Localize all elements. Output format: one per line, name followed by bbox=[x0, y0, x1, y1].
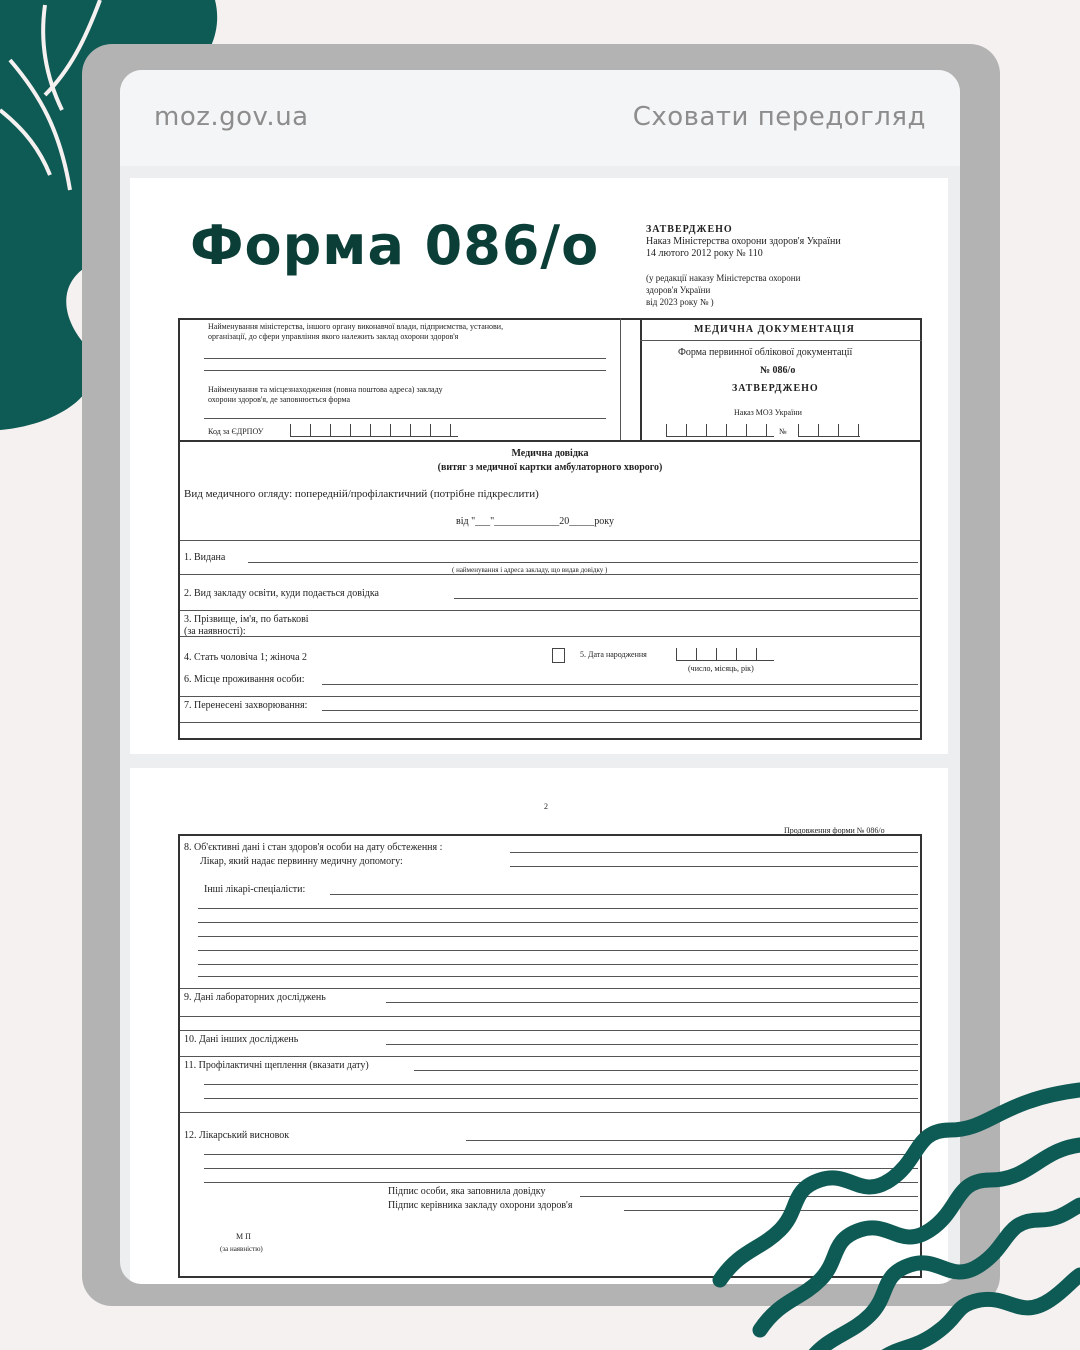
facility-line bbox=[204, 418, 606, 419]
approved-label: ЗАТВЕРДЖЕНО bbox=[732, 383, 819, 394]
field-3-label: 3. Прізвище, ім'я, по батькові bbox=[184, 614, 309, 625]
field-2-line[interactable] bbox=[454, 598, 918, 599]
signature-2-label: Підпис керівника закладу охорони здоров'я bbox=[388, 1200, 573, 1211]
form-title: Форма 086/о bbox=[190, 214, 600, 277]
field-3-label-2: (за наявності): bbox=[184, 626, 246, 637]
med-doc-label: МЕДИЧНА ДОКУМЕНТАЦІЯ bbox=[694, 324, 855, 335]
ministry-line-2 bbox=[204, 370, 606, 371]
p2-line-6[interactable] bbox=[198, 976, 918, 977]
order-number-cells[interactable] bbox=[798, 424, 860, 437]
p2-line-1[interactable] bbox=[198, 908, 918, 909]
facility-label-1: Найменування та місцезнаходження (повна поштова адреса) закладу bbox=[208, 385, 443, 394]
stamp-note: (за наявністю) bbox=[220, 1245, 263, 1253]
field-5-label: 5. Дата народження bbox=[580, 650, 647, 659]
field-9-line-2[interactable] bbox=[180, 1016, 920, 1017]
p2-row-line-2 bbox=[180, 1030, 920, 1031]
approval-line-5: від 2023 року № ) bbox=[646, 297, 714, 307]
facility-label-2: охорони здоров'я, де заповнюється форма bbox=[208, 395, 351, 404]
field-9-label: 9. Дані лабораторних досліджень bbox=[184, 992, 326, 1003]
field-2-label: 2. Вид закладу освіти, куди подається довідка bbox=[184, 588, 379, 599]
ministry-line-1 bbox=[204, 358, 606, 359]
approval-heading: ЗАТВЕРДЖЕНО bbox=[646, 224, 733, 235]
approval-line-3: (у редакції наказу Міністерства охорони bbox=[646, 273, 801, 283]
row-line-3 bbox=[180, 610, 920, 611]
field-1-line[interactable] bbox=[248, 562, 918, 563]
wave-decoration bbox=[700, 1060, 1080, 1350]
field-1-hint: ( найменування і адреса закладу, що видав довідку ) bbox=[452, 566, 608, 574]
browser-url-bar bbox=[120, 70, 960, 166]
order-date-cells[interactable] bbox=[666, 424, 774, 437]
approval-line-1: Наказ Міністерства охорони здоров'я України bbox=[646, 236, 841, 247]
birthdate-cells[interactable] bbox=[676, 648, 774, 661]
header-bottom-line bbox=[178, 440, 922, 442]
certificate-date[interactable]: від "___"_____________20_____року bbox=[456, 516, 614, 527]
field-6-label: 6. Місце проживання особи: bbox=[184, 674, 305, 685]
field-8-doctor: Лікар, який надає первинну медичну допомогу: bbox=[200, 856, 403, 867]
header-divider bbox=[620, 318, 621, 440]
continuation-label: Продовження форми № 086/о bbox=[784, 826, 885, 835]
ministry-label-1: Найменування міністерства, іншого органу виконавчої влади, підприємства, установи, bbox=[208, 322, 504, 331]
right-header-line bbox=[640, 340, 922, 341]
field-9-line[interactable] bbox=[386, 1002, 918, 1003]
order-label: Наказ МОЗ України bbox=[734, 408, 802, 417]
field-6-line[interactable] bbox=[322, 684, 918, 685]
stamp-label: М П bbox=[236, 1232, 251, 1241]
row-line-1 bbox=[180, 540, 920, 541]
field-12-label: 12. Лікарський висновок bbox=[184, 1130, 290, 1141]
exam-type: Вид медичного огляду: попередній/профілактичний (потрібне підкреслити) bbox=[184, 488, 539, 500]
field-1-label: 1. Видана bbox=[184, 552, 226, 563]
field-7-label: 7. Перенесені захворювання: bbox=[184, 700, 308, 711]
field-10-line[interactable] bbox=[386, 1044, 918, 1045]
form-primary-label: Форма первинної облікової документації bbox=[678, 347, 853, 358]
row-line-4 bbox=[180, 636, 920, 637]
approval-line-4: здоров'я України bbox=[646, 285, 711, 295]
p2-line-4[interactable] bbox=[198, 950, 918, 951]
row-line-5 bbox=[180, 696, 920, 697]
order-no-label: № bbox=[779, 427, 787, 436]
hide-preview-button[interactable]: Сховати передогляд bbox=[632, 102, 926, 132]
field-8-doctor-line[interactable] bbox=[510, 866, 918, 867]
form-number-label: № 086/о bbox=[760, 365, 796, 376]
field-8-other: Інші лікарі-спеціалісти: bbox=[204, 884, 306, 895]
field-11-label: 11. Профілактичні щеплення (вказати дату) bbox=[184, 1060, 369, 1071]
p2-row-line-1 bbox=[180, 988, 920, 989]
field-7-line-2[interactable] bbox=[180, 722, 920, 723]
p2-row-line-3 bbox=[180, 1056, 920, 1057]
field-4-label: 4. Стать чоловіча 1; жіноча 2 bbox=[184, 652, 308, 663]
field-5-hint: (число, місяць, рік) bbox=[688, 664, 754, 673]
url-domain[interactable]: moz.gov.ua bbox=[154, 102, 309, 132]
page-number: 2 bbox=[544, 802, 548, 811]
field-8-label: 8. Об'єктивні дані і стан здоров'я особи на дату обстеження : bbox=[184, 842, 443, 853]
header-divider-right bbox=[640, 318, 642, 440]
p2-line-5[interactable] bbox=[198, 964, 918, 965]
field-8-other-line[interactable] bbox=[330, 894, 918, 895]
row-line-2 bbox=[180, 574, 920, 575]
field-8-line[interactable] bbox=[510, 852, 918, 853]
field-10-label: 10. Дані інших досліджень bbox=[184, 1034, 299, 1045]
field-7-line[interactable] bbox=[322, 710, 918, 711]
gender-checkbox[interactable] bbox=[552, 648, 565, 663]
approval-line-2: 14 лютого 2012 року № 110 bbox=[646, 248, 763, 259]
edrpou-label: Код за ЄДРПОУ bbox=[208, 427, 264, 436]
document-page-1 bbox=[130, 178, 948, 754]
certificate-subtitle: (витяг з медичної картки амбулаторного хворого) bbox=[437, 462, 663, 473]
p2-line-3[interactable] bbox=[198, 936, 918, 937]
signature-1-label: Підпис особи, яка заповнила довідку bbox=[388, 1186, 546, 1197]
certificate-title: Медична довідка bbox=[511, 448, 589, 459]
ministry-label-2: організації, до сфери управління якого належить заклад охорони здоров'я bbox=[208, 332, 459, 341]
edrpou-cells[interactable] bbox=[290, 424, 458, 437]
p2-line-2[interactable] bbox=[198, 922, 918, 923]
